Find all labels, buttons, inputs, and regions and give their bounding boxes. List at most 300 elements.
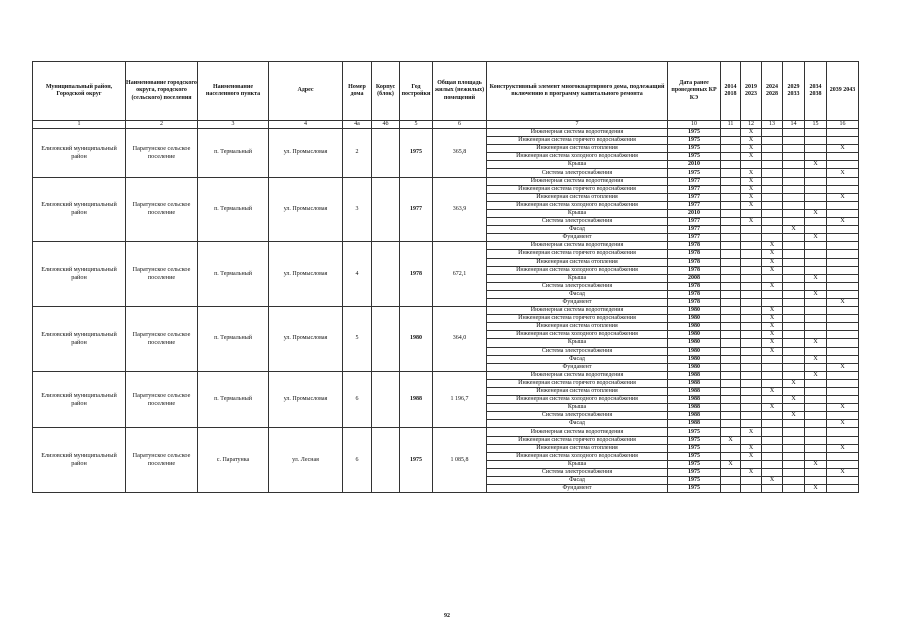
element-name-cell: Инженерная система холодного водоснабжения	[487, 201, 668, 209]
previous-repair-date-cell: 1977	[668, 193, 721, 201]
locality-cell: с. Паратунка	[198, 428, 269, 493]
period-mark-cell	[783, 307, 805, 315]
period-mark-cell	[783, 201, 805, 209]
period-mark-cell: X	[827, 420, 859, 428]
period-mark-cell	[805, 177, 827, 185]
period-mark-cell	[827, 452, 859, 460]
period-mark-cell: X	[783, 226, 805, 234]
period-mark-cell	[805, 169, 827, 177]
house-number-cell: 4	[343, 242, 372, 307]
previous-repair-date-cell: 1975	[668, 436, 721, 444]
previous-repair-date-cell: 1975	[668, 468, 721, 476]
element-name-cell: Инженерная система водоотведения	[487, 371, 668, 379]
period-mark-cell	[827, 250, 859, 258]
period-mark-cell	[783, 250, 805, 258]
area-cell: 365,8	[433, 129, 487, 178]
period-mark-cell	[741, 274, 762, 282]
period-mark-cell	[721, 161, 741, 169]
period-mark-cell	[783, 209, 805, 217]
element-name-cell: Инженерная система холодного водоснабжения	[487, 266, 668, 274]
period-mark-cell	[805, 250, 827, 258]
period-mark-cell	[741, 307, 762, 315]
period-mark-cell	[827, 396, 859, 404]
period-mark-cell	[741, 355, 762, 363]
period-mark-cell: X	[741, 193, 762, 201]
column-number: 13	[762, 121, 783, 129]
previous-repair-date-cell: 1980	[668, 323, 721, 331]
period-mark-cell	[721, 185, 741, 193]
period-mark-cell: X	[741, 452, 762, 460]
element-name-cell: Система электроснабжения	[487, 412, 668, 420]
period-mark-cell	[721, 315, 741, 323]
build-year-cell: 1978	[400, 242, 433, 307]
period-mark-cell	[827, 290, 859, 298]
element-name-cell: Крыша	[487, 209, 668, 217]
period-mark-cell	[783, 185, 805, 193]
period-mark-cell	[741, 420, 762, 428]
period-mark-cell	[762, 460, 783, 468]
period-mark-cell	[721, 145, 741, 153]
previous-repair-date-cell: 1988	[668, 412, 721, 420]
period-mark-cell: X	[721, 436, 741, 444]
period-mark-cell	[721, 444, 741, 452]
period-mark-cell: X	[827, 193, 859, 201]
period-mark-cell	[805, 226, 827, 234]
period-mark-cell	[805, 242, 827, 250]
period-mark-cell	[827, 234, 859, 242]
period-mark-cell: X	[741, 218, 762, 226]
previous-repair-date-cell: 1980	[668, 339, 721, 347]
period-mark-cell: X	[762, 258, 783, 266]
street-cell: ул. Промысловая	[269, 307, 343, 372]
block-cell	[372, 129, 400, 178]
previous-repair-date-cell: 1975	[668, 145, 721, 153]
period-mark-cell	[762, 161, 783, 169]
period-mark-cell: X	[827, 218, 859, 226]
settlement-cell: Паратунское сельское поселение	[126, 242, 198, 307]
period-mark-cell	[783, 290, 805, 298]
column-number: 15	[805, 121, 827, 129]
period-mark-cell	[721, 193, 741, 201]
period-mark-cell	[783, 258, 805, 266]
period-mark-cell: X	[741, 201, 762, 209]
settlement-cell: Паратунское сельское поселение	[126, 177, 198, 242]
period-mark-cell	[827, 436, 859, 444]
build-year-cell: 1975	[400, 129, 433, 178]
period-mark-cell: X	[741, 129, 762, 137]
previous-repair-date-cell: 1978	[668, 242, 721, 250]
period-mark-cell	[721, 468, 741, 476]
element-name-cell: Инженерная система отопления	[487, 193, 668, 201]
period-mark-cell	[721, 137, 741, 145]
column-header: Муниципальный район, Городской округ	[33, 62, 126, 121]
period-mark-cell	[805, 218, 827, 226]
period-mark-cell	[827, 226, 859, 234]
house-number-cell: 3	[343, 177, 372, 242]
period-mark-cell	[783, 436, 805, 444]
period-mark-cell: X	[783, 379, 805, 387]
element-name-cell: Инженерная система отопления	[487, 258, 668, 266]
table-row	[33, 129, 859, 137]
period-mark-cell	[783, 323, 805, 331]
locality-cell: п. Термальный	[198, 242, 269, 307]
period-mark-cell	[762, 298, 783, 306]
column-header: 2039 2043	[827, 62, 859, 121]
column-header: 2029 2033	[783, 62, 805, 121]
table-row	[33, 307, 859, 315]
period-mark-cell	[721, 396, 741, 404]
period-mark-cell: X	[827, 145, 859, 153]
period-mark-cell: X	[762, 315, 783, 323]
previous-repair-date-cell: 1975	[668, 129, 721, 137]
period-mark-cell	[762, 444, 783, 452]
period-mark-cell: X	[762, 250, 783, 258]
element-name-cell: Фундамент	[487, 363, 668, 371]
page-number: 92	[444, 613, 450, 619]
column-number: 4б	[372, 121, 400, 129]
locality-cell: п. Термальный	[198, 129, 269, 178]
period-mark-cell	[783, 485, 805, 493]
locality-cell: п. Термальный	[198, 371, 269, 428]
previous-repair-date-cell: 1980	[668, 347, 721, 355]
period-mark-cell	[721, 485, 741, 493]
period-mark-cell: X	[827, 468, 859, 476]
period-mark-cell: X	[741, 444, 762, 452]
element-name-cell: Инженерная система водоотведения	[487, 307, 668, 315]
column-number: 1	[33, 121, 126, 129]
period-mark-cell	[762, 379, 783, 387]
column-number: 4а	[343, 121, 372, 129]
period-mark-cell	[741, 290, 762, 298]
period-mark-cell	[827, 460, 859, 468]
period-mark-cell	[805, 347, 827, 355]
column-number: 6	[433, 121, 487, 129]
period-mark-cell	[827, 323, 859, 331]
period-mark-cell: X	[827, 169, 859, 177]
period-mark-cell	[827, 177, 859, 185]
column-number: 10	[668, 121, 721, 129]
element-name-cell: Инженерная система холодного водоснабжения	[487, 153, 668, 161]
period-mark-cell	[762, 468, 783, 476]
house-number-cell: 5	[343, 307, 372, 372]
period-mark-cell	[721, 209, 741, 217]
element-name-cell: Инженерная система горячего водоснабжения	[487, 315, 668, 323]
period-mark-cell	[827, 339, 859, 347]
period-mark-cell	[762, 169, 783, 177]
previous-repair-date-cell: 1978	[668, 258, 721, 266]
house-group	[33, 371, 859, 428]
period-mark-cell	[721, 153, 741, 161]
period-mark-cell: X	[762, 477, 783, 485]
house-group	[33, 129, 859, 178]
column-number: 14	[783, 121, 805, 129]
period-mark-cell	[721, 290, 741, 298]
element-name-cell: Фундамент	[487, 298, 668, 306]
period-mark-cell	[827, 477, 859, 485]
element-name-cell: Инженерная система отопления	[487, 444, 668, 452]
element-name-cell: Инженерная система водоотведения	[487, 177, 668, 185]
previous-repair-date-cell: 1980	[668, 315, 721, 323]
previous-repair-date-cell: 2010	[668, 209, 721, 217]
period-mark-cell	[741, 161, 762, 169]
period-mark-cell	[721, 363, 741, 371]
period-mark-cell	[741, 379, 762, 387]
element-name-cell: Инженерная система холодного водоснабжения	[487, 396, 668, 404]
period-mark-cell	[762, 226, 783, 234]
column-number: 16	[827, 121, 859, 129]
period-mark-cell	[762, 428, 783, 436]
column-number: 7	[487, 121, 668, 129]
period-mark-cell	[762, 201, 783, 209]
house-group	[33, 242, 859, 307]
previous-repair-date-cell: 1975	[668, 460, 721, 468]
element-name-cell: Фасад	[487, 355, 668, 363]
period-mark-cell	[741, 363, 762, 371]
previous-repair-date-cell: 1988	[668, 371, 721, 379]
period-mark-cell	[827, 266, 859, 274]
period-mark-cell	[783, 242, 805, 250]
period-mark-cell	[827, 331, 859, 339]
period-mark-cell	[721, 169, 741, 177]
previous-repair-date-cell: 1980	[668, 307, 721, 315]
street-cell: ул. Лесная	[269, 428, 343, 493]
period-mark-cell	[762, 193, 783, 201]
settlement-cell: Паратунское сельское поселение	[126, 129, 198, 178]
period-mark-cell	[741, 323, 762, 331]
block-cell	[372, 307, 400, 372]
period-mark-cell	[741, 412, 762, 420]
period-mark-cell	[762, 185, 783, 193]
period-mark-cell	[741, 339, 762, 347]
settlement-cell: Паратунское сельское поселение	[126, 371, 198, 428]
period-mark-cell	[827, 485, 859, 493]
period-mark-cell	[783, 266, 805, 274]
period-mark-cell	[721, 201, 741, 209]
element-name-cell: Крыша	[487, 161, 668, 169]
period-mark-cell	[805, 315, 827, 323]
previous-repair-date-cell: 1980	[668, 331, 721, 339]
period-mark-cell	[762, 355, 783, 363]
column-number: 11	[721, 121, 741, 129]
period-mark-cell	[721, 307, 741, 315]
house-number-cell: 6	[343, 371, 372, 428]
column-header: 2024 2028	[762, 62, 783, 121]
period-mark-cell	[741, 436, 762, 444]
period-mark-cell	[741, 298, 762, 306]
table-row	[33, 371, 859, 379]
period-mark-cell	[783, 177, 805, 185]
period-mark-cell	[721, 266, 741, 274]
period-mark-cell	[741, 388, 762, 396]
previous-repair-date-cell: 1988	[668, 420, 721, 428]
period-mark-cell: X	[805, 274, 827, 282]
build-year-cell: 1980	[400, 307, 433, 372]
area-cell: 1 196,7	[433, 371, 487, 428]
element-name-cell: Крыша	[487, 460, 668, 468]
period-mark-cell: X	[741, 137, 762, 145]
build-year-cell: 1977	[400, 177, 433, 242]
element-name-cell: Инженерная система отопления	[487, 145, 668, 153]
element-name-cell: Фасад	[487, 477, 668, 485]
period-mark-cell: X	[762, 242, 783, 250]
period-mark-cell	[783, 404, 805, 412]
period-mark-cell	[827, 153, 859, 161]
previous-repair-date-cell: 1977	[668, 177, 721, 185]
period-mark-cell	[805, 396, 827, 404]
block-cell	[372, 242, 400, 307]
element-name-cell: Инженерная система горячего водоснабжения	[487, 137, 668, 145]
previous-repair-date-cell: 1975	[668, 137, 721, 145]
period-mark-cell: X	[827, 404, 859, 412]
period-mark-cell: X	[741, 185, 762, 193]
period-mark-cell: X	[762, 347, 783, 355]
previous-repair-date-cell: 1975	[668, 444, 721, 452]
period-mark-cell	[805, 193, 827, 201]
column-header: Дата ранее проведенных КР КЭ	[668, 62, 721, 121]
period-mark-cell	[805, 266, 827, 274]
column-header: Общая площадь жилых (нежилых) помещений	[433, 62, 487, 121]
period-mark-cell	[762, 436, 783, 444]
period-mark-cell: X	[805, 460, 827, 468]
column-header: Год постройки	[400, 62, 433, 121]
table-header	[33, 62, 859, 129]
previous-repair-date-cell: 1975	[668, 153, 721, 161]
period-mark-cell	[741, 396, 762, 404]
element-name-cell: Крыша	[487, 274, 668, 282]
element-name-cell: Инженерная система горячего водоснабжения	[487, 250, 668, 258]
period-mark-cell	[827, 185, 859, 193]
street-cell: ул. Промысловая	[269, 371, 343, 428]
element-name-cell: Инженерная система водоотведения	[487, 129, 668, 137]
element-name-cell: Инженерная система холодного водоснабжения	[487, 331, 668, 339]
period-mark-cell	[721, 477, 741, 485]
period-mark-cell	[721, 371, 741, 379]
period-mark-cell	[805, 258, 827, 266]
column-number: 4	[269, 121, 343, 129]
period-mark-cell	[805, 412, 827, 420]
street-cell: ул. Промысловая	[269, 129, 343, 178]
district-cell: Елизовский муниципальный район	[33, 307, 126, 372]
period-mark-cell	[827, 315, 859, 323]
element-name-cell: Инженерная система холодного водоснабжения	[487, 452, 668, 460]
period-mark-cell: X	[762, 323, 783, 331]
element-name-cell: Фундамент	[487, 234, 668, 242]
period-mark-cell	[721, 420, 741, 428]
period-mark-cell	[805, 468, 827, 476]
table-row	[33, 242, 859, 250]
period-mark-cell	[783, 331, 805, 339]
period-mark-cell: X	[762, 282, 783, 290]
area-cell: 364,0	[433, 307, 487, 372]
period-mark-cell	[741, 485, 762, 493]
period-mark-cell	[721, 323, 741, 331]
period-mark-cell	[741, 209, 762, 217]
period-mark-cell: X	[762, 307, 783, 315]
period-mark-cell	[827, 201, 859, 209]
house-number-cell: 6	[343, 428, 372, 493]
period-mark-cell: X	[805, 355, 827, 363]
previous-repair-date-cell: 1977	[668, 234, 721, 242]
period-mark-cell: X	[783, 412, 805, 420]
previous-repair-date-cell: 1988	[668, 404, 721, 412]
period-mark-cell	[805, 420, 827, 428]
column-number: 3	[198, 121, 269, 129]
period-mark-cell: X	[805, 371, 827, 379]
period-mark-cell	[783, 388, 805, 396]
period-mark-cell	[741, 266, 762, 274]
period-mark-cell	[805, 428, 827, 436]
column-header: Наименование городского округа, городского (сельского) поселения	[126, 62, 198, 121]
previous-repair-date-cell: 1980	[668, 355, 721, 363]
house-group	[33, 177, 859, 242]
period-mark-cell	[741, 234, 762, 242]
column-number: 12	[741, 121, 762, 129]
period-mark-cell	[762, 153, 783, 161]
settlement-cell: Паратунское сельское поселение	[126, 428, 198, 493]
previous-repair-date-cell: 2010	[668, 161, 721, 169]
period-mark-cell	[721, 282, 741, 290]
period-mark-cell	[762, 145, 783, 153]
period-mark-cell	[805, 452, 827, 460]
period-mark-cell	[827, 209, 859, 217]
period-mark-cell	[783, 234, 805, 242]
period-mark-cell	[805, 436, 827, 444]
period-mark-cell	[783, 298, 805, 306]
period-mark-cell	[783, 169, 805, 177]
period-mark-cell	[762, 363, 783, 371]
period-mark-cell	[721, 347, 741, 355]
previous-repair-date-cell: 2008	[668, 274, 721, 282]
period-mark-cell: X	[762, 266, 783, 274]
previous-repair-date-cell: 1975	[668, 485, 721, 493]
previous-repair-date-cell: 1978	[668, 298, 721, 306]
element-name-cell: Инженерная система горячего водоснабжения	[487, 436, 668, 444]
period-mark-cell: X	[721, 460, 741, 468]
locality-cell: п. Термальный	[198, 177, 269, 242]
period-mark-cell	[783, 274, 805, 282]
period-mark-cell	[783, 129, 805, 137]
period-mark-cell	[721, 129, 741, 137]
previous-repair-date-cell: 1977	[668, 218, 721, 226]
period-mark-cell: X	[741, 468, 762, 476]
period-mark-cell	[827, 129, 859, 137]
period-mark-cell	[805, 129, 827, 137]
previous-repair-date-cell: 1978	[668, 290, 721, 298]
period-mark-cell: X	[762, 331, 783, 339]
previous-repair-date-cell: 1978	[668, 282, 721, 290]
period-mark-cell	[762, 420, 783, 428]
previous-repair-date-cell: 1975	[668, 428, 721, 436]
column-number-row	[33, 121, 859, 129]
period-mark-cell: X	[762, 404, 783, 412]
period-mark-cell	[783, 282, 805, 290]
build-year-cell: 1975	[400, 428, 433, 493]
period-mark-cell	[827, 258, 859, 266]
period-mark-cell	[762, 129, 783, 137]
period-mark-cell	[783, 363, 805, 371]
element-name-cell: Инженерная система горячего водоснабжения	[487, 379, 668, 387]
area-cell: 363,9	[433, 177, 487, 242]
period-mark-cell: X	[741, 145, 762, 153]
period-mark-cell	[721, 404, 741, 412]
period-mark-cell	[741, 226, 762, 234]
block-cell	[372, 371, 400, 428]
element-name-cell: Инженерная система горячего водоснабжения	[487, 185, 668, 193]
column-header: Конструктивный элемент многоквартирного дома, подлежащий включению в программу капитального ремонта	[487, 62, 668, 121]
previous-repair-date-cell: 1978	[668, 266, 721, 274]
column-number: 5	[400, 121, 433, 129]
element-name-cell: Инженерная система отопления	[487, 388, 668, 396]
